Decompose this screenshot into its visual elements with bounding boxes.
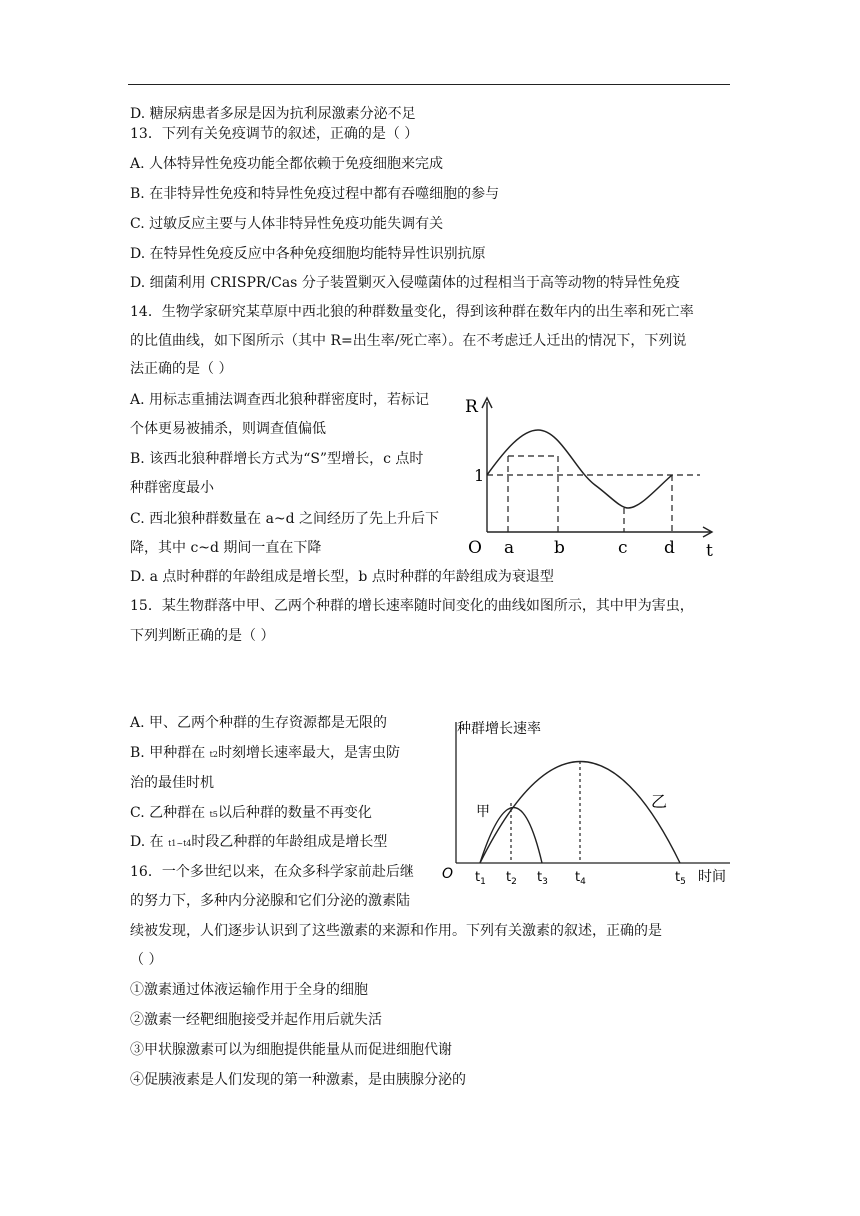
series-jia-label: 甲 (476, 804, 490, 820)
q13-option-d2: D. 细菌利用 CRISPR/Cas 分子装置剿灭入侵噬菌体的过程相当于高等动物的特异性免疫 (130, 275, 680, 291)
q16-item-4: ④促胰液素是人们发现的第一种激素，是由胰腺分泌的 (130, 1072, 466, 1088)
q14-stem-1: 14．生物学家研究某草原中西北狼的种群数量变化，得到该种群在数年内的出生率和死亡率 (130, 304, 694, 320)
growth-origin-label: O (442, 866, 454, 882)
r-y-label: R (465, 397, 478, 417)
q15-option-b-1 (130, 743, 400, 765)
q15-option-b-text: 时刻增长速率最大，是害虫防 (217, 745, 400, 761)
r-curve (487, 430, 672, 508)
tick-t3: $t_3$ (537, 870, 548, 887)
q16-stem-2: 的努力下，多种内分泌腺和它们分泌的激素陆 (130, 893, 410, 909)
q14-option-c-2: 降，其中 c~d 期间一直在下降 (130, 540, 322, 556)
q14-stem-2: 的比值曲线，如下图所示（其中 R=出生率/死亡率）。在不考虑迁人迁出的情况下，下列说 (130, 333, 687, 349)
q16-item-1: ①激素通过体液运输作用于全身的细胞 (130, 982, 368, 998)
r-point-b: b (554, 538, 565, 558)
r-level-label: 1 (474, 466, 485, 485)
q13-stem: 13．下列有关免疫调节的叙述，正确的是（ ） (130, 126, 419, 142)
q16-stem-3: 续被发现，人们逐步认识到了这些激素的来源和作用。下列有关激素的叙述，正确的是 (130, 923, 662, 939)
q14-stem-3: 法正确的是（ ） (130, 361, 233, 377)
q15-option-d-prefix: D. 在 (130, 834, 169, 850)
q15-option-c-prefix: C. 乙种群在 (130, 805, 210, 821)
r-origin-label: O (468, 538, 482, 558)
series-yi-label: 乙 (651, 792, 668, 811)
q14-option-b-2: 种群密度最小 (130, 480, 214, 496)
q16-item-3: ③甲状腺激素可以为细胞提供能量从而促进细胞代谢 (130, 1042, 452, 1058)
q15-option-b-2: 治的最佳时机 (130, 775, 214, 791)
q15-option-b-prefix: B. 甲种群在 (130, 745, 210, 761)
growth-x-label: 时间 (698, 869, 726, 885)
q14-option-a-1: A. 用标志重捕法调查西北狼种群密度时，若标记 (130, 392, 430, 408)
q13-option-b: B. 在非特异性免疫和特异性免疫过程中都有吞噬细胞的参与 (130, 186, 500, 202)
tick-t4: $t_4$ (575, 870, 586, 887)
q15-option-c (130, 803, 372, 825)
tick-t5: $t_5$ (675, 870, 686, 887)
q15-option-a: A. 甲、乙两个种群的生存资源都是无限的 (130, 715, 388, 731)
q13-option-c: C. 过敏反应主要与人体非特异性免疫功能失调有关 (130, 216, 444, 232)
r-point-a: a (504, 538, 515, 558)
tick-t2: $t_2$ (506, 870, 517, 887)
q14-option-a-2: 个体更易被捕杀，则调查值偏低 (130, 421, 326, 437)
r-ratio-figure (460, 390, 730, 565)
growth-rate-figure (440, 712, 740, 892)
q14-option-b-1: B. 该西北狼种群增长方式为“S”型增长，c 点时 (130, 451, 424, 467)
q12-option-d: D. 糖尿病患者多尿是因为抗利尿激素分泌不足 (130, 106, 416, 122)
q15-option-d-text: 时段乙种群的年龄组成是增长型 (191, 834, 388, 850)
q15-stem-1: 15．某生物群落中甲、乙两个种群的增长速率随时间变化的曲线如图所示，其中甲为害虫， (130, 598, 694, 614)
r-x-label: t (706, 541, 713, 561)
q15-option-c-text: 以后种群的数量不再变化 (217, 805, 372, 821)
q13-option-a: A. 人体特异性免疫功能全都依赖于免疫细胞来完成 (130, 156, 444, 172)
growth-y-label: 种群增长速率 (457, 721, 541, 737)
q15-option-c-t5: t5 (209, 810, 218, 819)
q15-option-d (130, 832, 387, 854)
q15-stem-2: 下列判断正确的是（ ） (130, 628, 275, 644)
r-point-d: d (664, 538, 675, 558)
q14-option-c-1: C. 西北狼种群数量在 a~d 之间经历了先上升后下 (130, 511, 440, 527)
q16-stem-1: 16．一个多世纪以来，在众多科学家前赴后继 (130, 864, 414, 880)
q16-stem-4: （ ） (130, 952, 163, 968)
q14-option-d: D. a 点时种群的年龄组成是增长型，b 点时种群的年龄组成为衰退型 (130, 569, 554, 585)
q13-option-d: D. 在特异性免疫反应中各种免疫细胞均能特异性识别抗原 (130, 246, 486, 262)
header-rule (128, 84, 730, 85)
tick-t1: $t_1$ (475, 870, 486, 887)
r-point-c: c (618, 538, 628, 558)
q16-item-2: ②激素一经靶细胞接受并起作用后就失活 (130, 1012, 382, 1028)
q15-option-b-t2: t2 (209, 750, 218, 759)
q15-option-d-range: t1~t4 (168, 839, 192, 848)
